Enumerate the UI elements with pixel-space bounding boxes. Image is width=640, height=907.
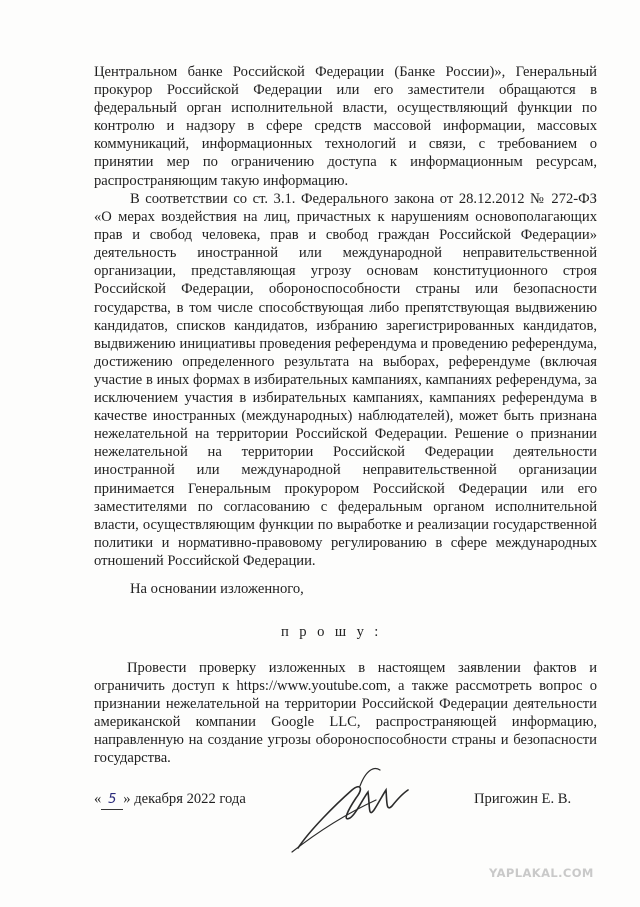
signature-image <box>290 760 470 855</box>
paragraph-1: Центральном банке Российской Федерации (Банке России)», Генеральный прокурор Российской Федерации или его заместители обращаются в федеральный орган исполнительной власти, осуществляющий функции по контролю и надзору в сфере средств массовой информации, массовых коммуникаций, информационных технологий и связи, с требованием о принятии мер по ограничению доступа к информационным ресурсам, распространяющим такую информацию. <box>94 64 597 189</box>
date-rest: » декабря 2022 года <box>123 791 246 807</box>
date-line <box>94 790 246 810</box>
date-open-quote: « <box>94 791 102 807</box>
site-watermark: YAPLAKAL.COM <box>489 866 594 880</box>
date-day: 5 <box>101 791 123 810</box>
basis-line: На основании изложенного, <box>130 581 304 597</box>
paragraph-2: В соответствии со ст. 3.1. Федерального закона от 28.12.2012 № 272-ФЗ «О мерах воздействия на лиц, причастных к нарушениям основополагающих прав и свобод человека, прав и свобод граждан Российской Федерации» деятельность иностранной или международной неправительственной организации, представляющая угрозу основам конституционного строя Российской Федерации, обороноспособности страны или безопасности государства, в том числе способствующая либо препятствующая выдвижению кандидатов, списков кандидатов, избранию зарегистрированных кандидатов, выдвижению инициативы проведения референдума и проведению референдума, достижению определенного результата на выборах, референдуме (включая участие в иных формах в избирательных кампаниях, кампаниях референдума, за исключением участия в избирательных кампаниях, кампаниях референдума в качестве иностранных (международных) наблюдателей), может быть признана нежелательной на территории Российской Федерации. Решение о признании нежелательной на территории Российской Федерации деятельности иностранной или международной неправительственной организации принимается Генеральным прокурором Российской Федерации или его заместителями по согласованию с федеральным органом исполнительной власти, осуществляющим функции по выработке и реализации государственной политики и нормативно-правовому регулированию в сфере международных отношений Российской Федерации. <box>94 191 597 569</box>
request-word: прошу: <box>281 624 389 640</box>
signer-name: Пригожин Е. В. <box>474 791 572 807</box>
request-text: Провести проверку изложенных в настоящем заявлении фактов и ограничить доступ к https://www.youtube.com, а также рассмотреть вопрос о признании нежелательной на территории Российской Федерации деятельности американской компании Google LLC, распространяющей информацию, направленную на создание угрозы обороноспособности страны и безопасности государства. <box>94 660 597 767</box>
